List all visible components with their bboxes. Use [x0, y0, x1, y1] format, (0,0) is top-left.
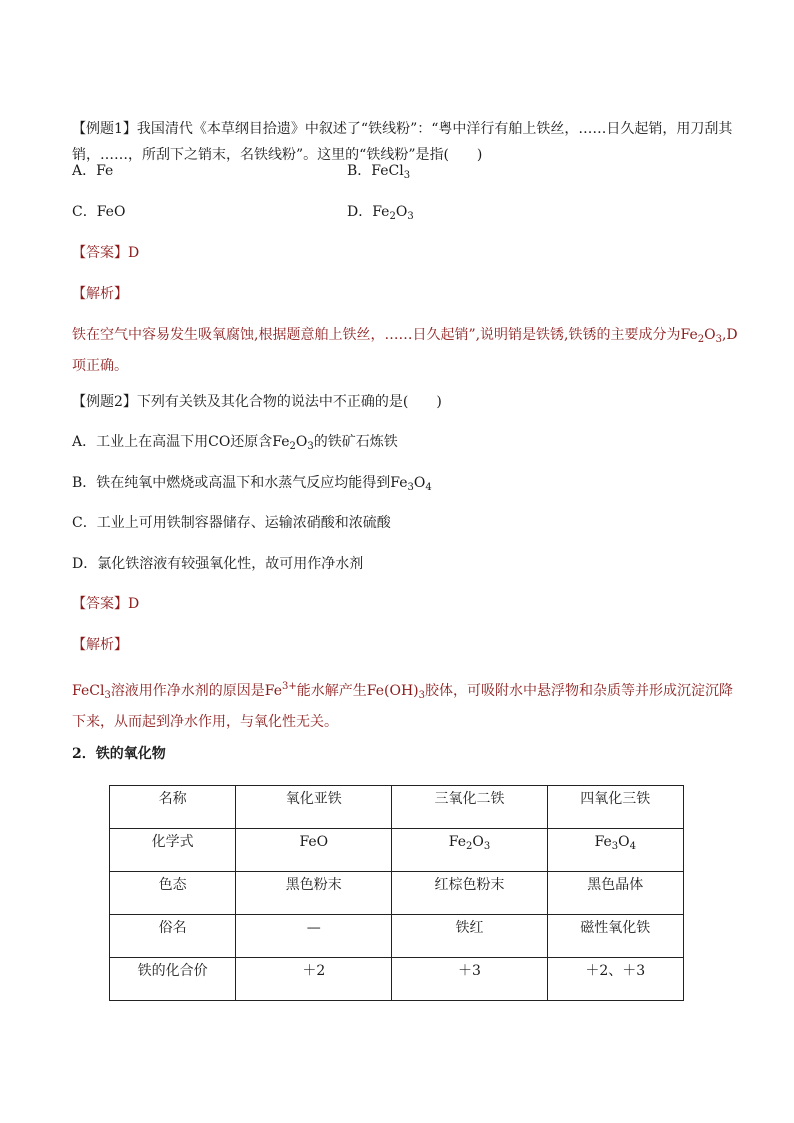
table-cell: FeO	[236, 829, 392, 872]
example-2-question: 【例题2】下列有关铁及其化合物的说法中不正确的是( )	[72, 394, 442, 410]
ex1-analysis-label: 【解析】	[72, 286, 128, 302]
table-row	[110, 915, 684, 958]
ex2-option-b: B．铁在纯氧中燃烧或高温下和水蒸气反应均能得到$Fe_3O_4$	[72, 475, 432, 493]
table-cell: ＋3	[392, 958, 547, 1001]
table-cell: 四氧化三铁	[547, 786, 683, 829]
ex1-option-a: A．Fe	[72, 163, 114, 179]
table-row	[110, 829, 684, 872]
ex2-analysis-label: 【解析】	[72, 637, 128, 653]
ex2-option-a: A．工业上在高温下用CO还原含$Fe_2O_3$的铁矿石炼铁	[72, 434, 398, 452]
table-cell: 黑色粉末	[236, 872, 392, 915]
ex1-analysis-text: 铁在空气中容易发生吸氧腐蚀,根据题意舶上铁丝，……日久起销”,说明销是铁锈,铁锈的主要成分为$Fe_2O_3,D$项正确。	[72, 327, 738, 374]
table-row	[110, 872, 684, 915]
table-cell: 黑色晶体	[547, 872, 683, 915]
ex1-option-c: C．FeO	[72, 204, 126, 220]
table-cell: $Fe_3O_4$	[547, 829, 683, 872]
table-cell: 红棕色粉末	[392, 872, 547, 915]
table-cell: 名称	[110, 786, 236, 829]
table-cell: 磁性氧化铁	[547, 915, 683, 958]
ex2-answer: 【答案】D	[72, 596, 140, 612]
table-cell: 氧化亚铁	[236, 786, 392, 829]
table-cell: ＋2、＋3	[547, 958, 683, 1001]
ex1-option-d: D．$Fe_2O_3$	[347, 204, 414, 222]
ex2-option-c: C．工业上可用铁制容器储存、运输浓硝酸和浓硫酸	[72, 515, 391, 531]
table-cell: 铁红	[392, 915, 547, 958]
table-cell: $Fe_2O_3$	[392, 829, 547, 872]
iron-oxides-table	[109, 785, 684, 1001]
ex2-option-d: D．氯化铁溶液有较强氧化性，故可用作净水剂	[72, 556, 364, 572]
table-cell: 俗名	[110, 915, 236, 958]
ex1-answer: 【答案】D	[72, 245, 140, 261]
ex1-option-b: B．FeCl$_3$	[347, 163, 411, 181]
table-row	[110, 786, 684, 829]
section-title: 2．铁的氧化物	[72, 746, 166, 762]
table-row	[110, 958, 684, 1001]
ex2-analysis-text: FeCl$_3$溶液用作净水剂的原因是$Fe^{3+}$能水解产生$Fe(OH)_3$胶体，可吸附水中悬浮物和杂质等并形成沉淀沉降下来，从而起到净水作用，与氧化性无关。	[72, 681, 734, 730]
table-cell: ＋2	[236, 958, 392, 1001]
table-cell: 色态	[110, 872, 236, 915]
table-cell: 三氧化二铁	[392, 786, 547, 829]
table-cell: —	[236, 915, 392, 958]
example-1-question: 【例题1】我国清代《本草纲目拾遗》中叙述了“铁线粉”：“粤中洋行有舶上铁丝，……日久起销，用刀刮其销，……，所刮下之销末，名铁线粉”。这里的“铁线粉”是指( )	[72, 121, 733, 163]
table-cell: 化学式	[110, 829, 236, 872]
table-cell: 铁的化合价	[110, 958, 236, 1001]
